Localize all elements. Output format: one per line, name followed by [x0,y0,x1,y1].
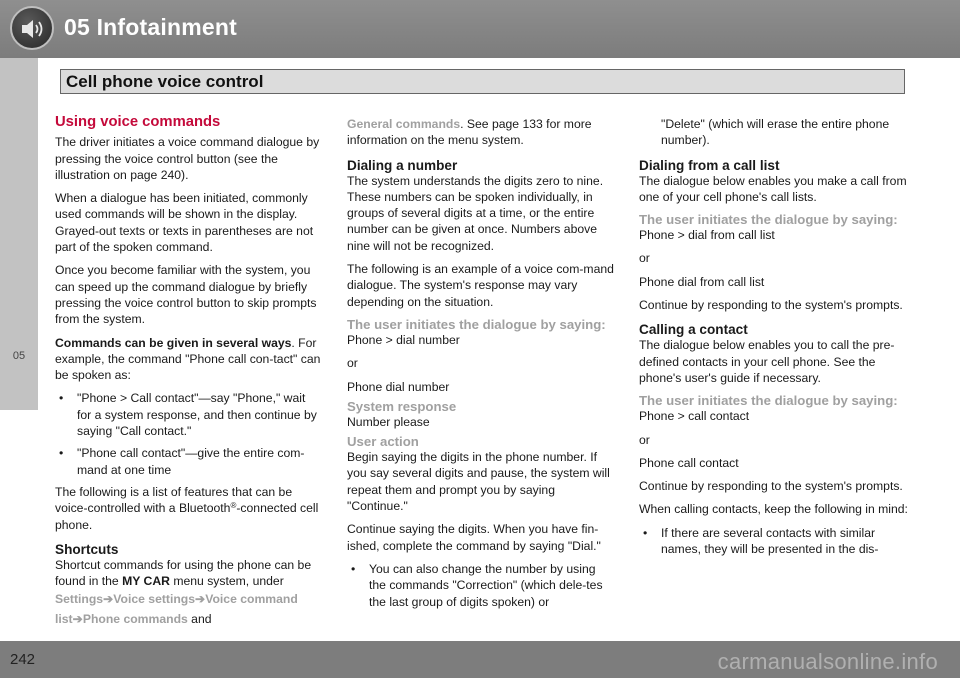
paragraph [347,116,615,149]
paragraph: Continue saying the digits. When you have fin-ished, complete the command by saying "Dial." [347,522,601,553]
subheading-system-response: System response [347,398,457,414]
spoken-command: Phone call contact [639,455,739,470]
heading-calling-contact: Calling a contact [639,322,748,338]
subheading-user-action: User action [347,434,419,450]
speaker-icon [10,6,54,50]
menu-path-item: General commands [347,117,461,131]
paragraph: The following is an example of a voice com-mand dialogue. The system's response may vary depending on the situation. [347,262,614,309]
menu-path-item: Settings [55,592,104,607]
bullet-icon: • [351,561,356,576]
text: . For example, the command "Phone call con-tact" can be spoken as: [55,335,321,383]
bullet-icon: • [59,391,64,406]
heading-shortcuts: Shortcuts [55,541,119,557]
menu-path [55,589,321,629]
paragraph [55,484,321,533]
paragraph [55,557,321,590]
paragraph: The system understands the digits zero to nine. These numbers can be spoken individually, in groups of several digits at a time, or the entire number can be given at once. Numbers above nine will not be recognized. [347,173,604,253]
text: -connected cell phone. [55,501,319,532]
registered-mark: ® [230,501,237,511]
spoken-command: Phone > dial from call list [639,228,775,243]
subheading-user-initiates: The user initiates the dialogue by saying: [639,212,898,228]
text: menu system, under [169,574,284,589]
bold-text: MY CAR [122,574,170,589]
arrow-icon: ➔ [72,612,83,627]
menu-path-item: Voice settings [113,592,196,607]
paragraph: The dialogue below enables you make a call from one of your cell phone's call lists. [639,173,907,204]
text: You can also change the number by using the commands "Correction" (which dele-tes the last group of digits spoken) or [369,561,603,609]
subheading-user-initiates: The user initiates the dialogue by saying: [639,393,898,409]
section-title: Cell phone voice control [66,72,264,91]
bullet-icon: • [643,525,648,540]
page-number: 242 [10,651,36,668]
paragraph: or [639,251,650,266]
text: The following is a list of features that can be voice-controlled with a Bluetooth [55,484,293,516]
arrow-icon: ➔ [195,592,206,607]
section-bar [60,69,905,94]
spoken-command: Phone dial number [347,379,450,394]
paragraph: Begin saying the digits in the phone number. If you say several digits and pause, the system will repeat them and prompt you by saying "Continue." [347,450,610,514]
column-3 [639,114,909,563]
chapter-title: 05 Infotainment [64,14,237,40]
text: If there are several contacts with similar names, they will be presented in the dis- [661,525,879,557]
paragraph: Continue by responding to the system's prompts. [639,479,903,494]
arrow-icon: ➔ [103,592,114,607]
list-item-continued: "Delete" (which will erase the entire phone number). [661,117,890,148]
text: Shortcut commands for using the phone can be found in the [55,557,312,589]
paragraph [55,335,321,384]
paragraph: Number please [347,414,430,429]
menu-path-item: Phone commands [82,612,188,627]
list-item [347,561,615,610]
subheading-user-initiates: The user initiates the dialogue by saying: [347,316,606,332]
text: and [187,612,212,627]
paragraph: When calling contacts, keep the following in mind: [639,502,908,517]
list-item [639,525,909,558]
paragraph: When a dialogue has been initiated, commonly used commands will be shown in the display. Grayed-out texts or texts in parentheses are not part of the spoken command. [55,191,314,255]
column-1 [55,114,321,629]
watermark: carmanualsonline.info [717,649,938,674]
paragraph: The dialogue below enables you to call the pre-defined contacts in your cell phone. See the phone's user's guide if necessary. [639,338,895,385]
text: . See page 133 for more information on the menu system. [347,117,592,148]
list-item [55,390,321,439]
list-item [55,445,321,478]
spoken-command: Phone > call contact [639,409,750,424]
spoken-command: Phone > dial number [347,332,460,347]
heading-dialing-number: Dialing a number [347,157,458,173]
side-tab-label: 05 [12,350,26,362]
heading-dialing-call-list: Dialing from a call list [639,157,780,173]
paragraph: or [639,432,650,447]
bold-text: Commands can be given in several ways [55,335,292,350]
paragraph: or [347,356,358,371]
heading-using-voice-commands: Using voice commands [55,114,221,130]
menu-path-item: Voice command list [55,592,298,627]
paragraph: Continue by responding to the system's prompts. [639,298,903,313]
text: "Phone > Call contact"—say "Phone," wait for a system response, and then continue by saying "Call contact." [77,391,317,439]
text: "Phone call contact"—give the entire com-mand at one time [77,446,305,477]
column-2 [347,114,615,616]
spoken-command: Phone dial from call list [639,274,765,289]
paragraph: The driver initiates a voice command dialogue by pressing the voice control button (see the illustration on page 240). [55,135,320,182]
paragraph: Once you become familiar with the system, you can speed up the command dialogue by briefly pressing the voice control button to skip prompts from the system. [55,263,317,327]
bullet-icon: • [59,446,64,461]
